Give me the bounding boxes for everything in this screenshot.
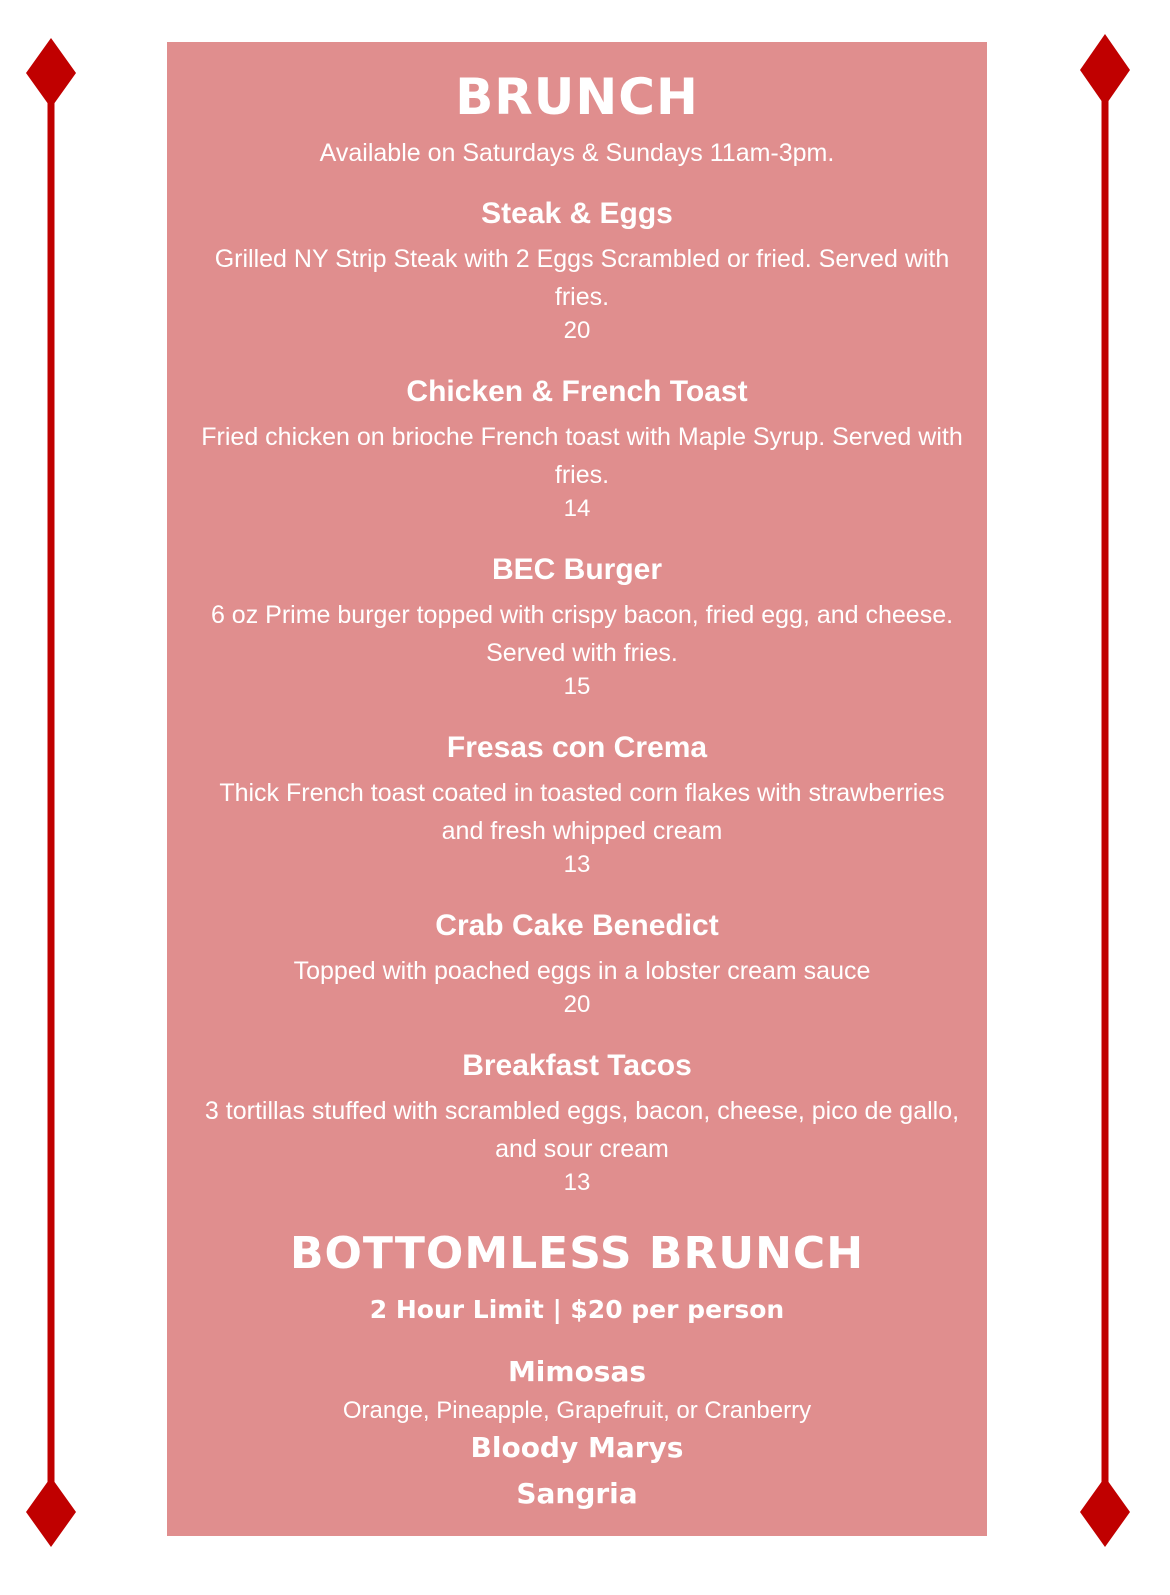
availability-note: Available on Saturdays & Sundays 11am-3pm. (319, 139, 835, 167)
menu-item-price: 15 (563, 673, 591, 700)
menu-item-description: 3 tortillas stuffed with scrambled eggs, bacon, cheese, pico de gallo, and sour cream (204, 1097, 960, 1163)
menu-item-name: Chicken & French Toast (406, 375, 748, 408)
menu-item-name: Steak & Eggs (481, 197, 673, 230)
menu-item (167, 196, 987, 346)
diamond-icon (26, 1477, 76, 1547)
menu-item-price: 14 (563, 495, 591, 522)
menu-item-description: Grilled NY Strip Steak with 2 Eggs Scrambled or fried. Served with fries. (214, 245, 950, 311)
menu-item (167, 730, 987, 880)
menu-item-description: Thick French toast coated in toasted corn flakes with strawberries and fresh whipped cream (219, 779, 945, 845)
menu-title: BRUNCH (455, 68, 699, 126)
diamond-icon (26, 38, 76, 108)
menu-item-name: Breakfast Tacos (462, 1049, 692, 1082)
right-decorative-rail (1078, 0, 1138, 1595)
menu-item-name: Crab Cake Benedict (435, 909, 719, 942)
drink-name-sangria: Sangria (516, 1477, 638, 1510)
menu-item-description: Topped with poached eggs in a lobster cream sauce (293, 957, 871, 985)
menu-item (167, 374, 987, 524)
menu-item-description: Fried chicken on brioche French toast with Maple Syrup. Served with fries. (201, 423, 963, 489)
menu-item-price: 20 (563, 317, 591, 344)
drink-name-bloody-marys: Bloody Marys (470, 1431, 684, 1464)
drink-name-mimosas: Mimosas (507, 1355, 647, 1388)
menu-item (167, 1048, 987, 1198)
menu-item-price: 13 (563, 851, 591, 878)
menu-item-price: 20 (563, 991, 591, 1018)
diamond-icon (1080, 1477, 1130, 1547)
menu-item-name: Fresas con Crema (446, 731, 708, 764)
menu-item-description: 6 oz Prime burger topped with crispy bacon, fried egg, and cheese. Served with fries. (210, 601, 954, 667)
menu-item (167, 908, 987, 1020)
menu-item-price: 13 (563, 1169, 591, 1196)
diamond-icon (1080, 34, 1130, 106)
menu-item (167, 552, 987, 702)
drink-description-mimosas: Orange, Pineapple, Grapefruit, or Cranberry (342, 1397, 812, 1424)
bottomless-title: BOTTOMLESS BRUNCH (289, 1228, 865, 1279)
menu-panel (167, 42, 987, 1536)
bottomless-limit: 2 Hour Limit | $20 per person (369, 1295, 785, 1324)
menu-item-list (167, 196, 987, 1198)
menu-item-name: BEC Burger (491, 553, 663, 586)
left-decorative-rail (21, 0, 81, 1595)
